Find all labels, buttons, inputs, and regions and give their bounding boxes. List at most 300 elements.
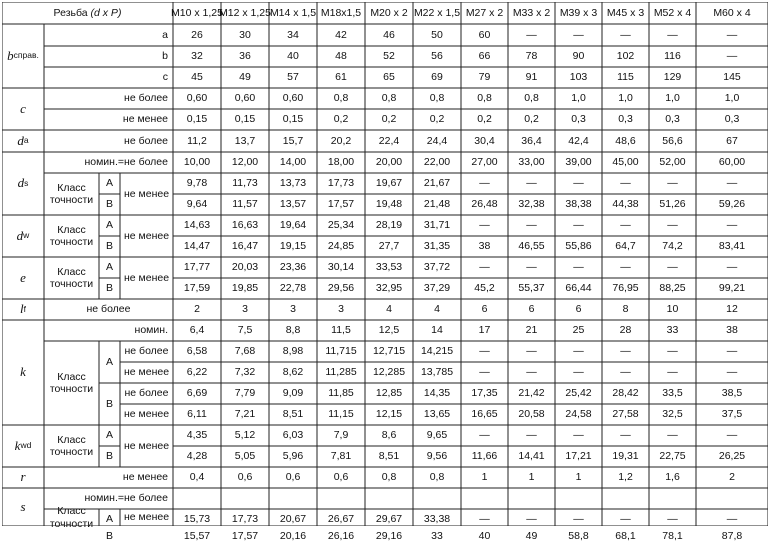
value-cell: 59,26: [718, 198, 746, 211]
value-cell: 83,41: [718, 240, 746, 253]
value-cell: 44,38: [612, 198, 639, 211]
value-cell: 0,60: [234, 92, 256, 105]
value-cell: 78,1: [662, 530, 683, 542]
value-cell: 67: [726, 134, 738, 147]
limit-max: не более: [124, 92, 168, 105]
limit-min: не менее: [123, 439, 170, 452]
symbol-r: [2, 467, 44, 488]
limit-min: не менее: [123, 187, 170, 200]
value-cell: 17,73: [231, 513, 259, 526]
value-cell: 20,2: [330, 134, 352, 147]
value-cell: 6,58: [186, 345, 208, 358]
value-cell: 26,67: [327, 513, 355, 526]
value-cell: 1,0: [618, 92, 633, 105]
value-cell: —: [573, 513, 584, 526]
thread-size-header: M52 x 4: [653, 6, 692, 19]
value-cell: 8,6: [381, 429, 397, 442]
symbol-k: [2, 320, 44, 425]
value-cell: 17,57: [231, 530, 259, 542]
value-cell: 25: [572, 324, 585, 337]
nominal-max: номин.=не более: [84, 492, 168, 505]
value-cell: 46,55: [518, 240, 545, 253]
value-cell: 45,00: [612, 156, 639, 169]
value-cell: 40: [287, 50, 299, 63]
value-cell: 6,22: [186, 366, 208, 379]
value-cell: 0,15: [282, 113, 304, 126]
value-cell: —: [667, 429, 678, 442]
value-cell: 0,2: [477, 113, 492, 126]
value-cell: 49: [239, 71, 251, 84]
symbol-superscript: d: [26, 440, 32, 451]
value-cell: 1: [575, 471, 582, 484]
value-cell: 31,71: [423, 219, 451, 232]
value-cell: 60,00: [718, 156, 746, 169]
value-cell: —: [620, 366, 631, 379]
value-cell: 52,00: [659, 156, 686, 169]
value-cell: 46: [383, 28, 395, 41]
value-cell: 8,51: [378, 450, 400, 463]
value-cell: 79: [478, 71, 491, 84]
value-cell: 33: [666, 324, 679, 337]
value-cell: 12,85: [375, 387, 403, 400]
value-cell: 45: [191, 71, 203, 84]
symbol-base: d: [17, 175, 25, 191]
thread-size-header: M33 x 2: [512, 6, 551, 19]
value-cell: —: [667, 366, 678, 379]
value-cell: 16,47: [231, 240, 259, 253]
value-cell: 0,8: [429, 471, 445, 484]
value-cell: 0,2: [429, 113, 445, 126]
symbol-subscript: f: [23, 303, 26, 314]
symbol-ds: [2, 152, 44, 215]
value-cell: 68,1: [615, 530, 636, 542]
symbol-s: [2, 488, 44, 526]
value-cell: 0,15: [186, 113, 208, 126]
value-cell: 1,0: [665, 92, 680, 105]
value-cell: —: [573, 177, 584, 190]
value-cell: 12,15: [375, 408, 403, 421]
value-cell: —: [726, 366, 738, 379]
value-cell: 74,2: [662, 240, 683, 253]
thread-size-header: M60 x 4: [713, 6, 751, 19]
accuracy-class: Класс точности: [49, 370, 94, 395]
grade-b: B: [105, 397, 113, 410]
value-cell: 37,72: [423, 261, 451, 274]
value-cell: 17,21: [565, 450, 592, 463]
value-cell: —: [667, 513, 678, 526]
value-cell: 116: [664, 50, 681, 63]
value-cell: 13,57: [279, 198, 307, 211]
value-cell: 8,98: [282, 345, 304, 358]
symbol-base: d: [17, 132, 24, 148]
value-cell: 1,2: [618, 471, 633, 484]
value-cell: 11,15: [328, 408, 354, 421]
accuracy-class: Класс точности: [49, 181, 94, 206]
value-cell: 5,05: [234, 450, 256, 463]
value-cell: —: [573, 219, 584, 232]
value-cell: —: [667, 219, 678, 232]
value-cell: —: [726, 261, 738, 274]
value-cell: 7,79: [234, 387, 256, 400]
value-cell: 49: [525, 530, 538, 542]
accuracy-class: Класс точности: [49, 265, 94, 290]
value-cell: 48: [335, 50, 347, 63]
value-cell: 58,8: [568, 530, 589, 542]
value-cell: 56,6: [662, 134, 683, 147]
value-cell: 27,7: [378, 240, 400, 253]
value-cell: 8: [622, 303, 629, 316]
value-cell: 9,64: [186, 198, 208, 211]
value-cell: 8,51: [282, 408, 304, 421]
value-cell: 145: [723, 71, 741, 84]
value-cell: 22,75: [659, 450, 686, 463]
grade-b: B: [105, 282, 113, 295]
value-cell: 38: [478, 240, 491, 253]
limit-max: не более: [86, 303, 131, 316]
value-cell: 38,38: [565, 198, 592, 211]
value-cell: 29,67: [375, 513, 403, 526]
value-cell: 0,6: [285, 471, 301, 484]
value-cell: 11,73: [232, 177, 258, 190]
value-cell: 7,5: [237, 324, 253, 337]
value-cell: 27,58: [612, 408, 639, 421]
limit-min: не менее: [123, 408, 170, 421]
value-cell: 0,3: [724, 113, 740, 126]
value-cell: —: [479, 429, 490, 442]
value-cell: —: [620, 261, 631, 274]
value-cell: 69: [431, 71, 443, 84]
symbol-kw: [2, 425, 44, 467]
value-cell: —: [573, 366, 584, 379]
value-cell: 0,4: [189, 471, 205, 484]
value-cell: 25,34: [327, 219, 355, 232]
symbol-base: s: [20, 498, 26, 514]
value-cell: 9,65: [426, 429, 448, 442]
value-cell: 4,35: [186, 429, 208, 442]
value-cell: —: [620, 219, 631, 232]
value-cell: 33,38: [423, 513, 451, 526]
value-cell: 37,29: [423, 282, 451, 295]
value-cell: 25,42: [565, 387, 592, 400]
value-cell: 1: [481, 471, 488, 484]
value-cell: 22,00: [423, 156, 451, 169]
value-cell: 24,85: [327, 240, 355, 253]
grade-a: A: [105, 513, 113, 526]
sub-label-b: b: [162, 50, 168, 63]
limit-min: не менее: [122, 113, 168, 126]
symbol-subscript: s: [24, 177, 29, 188]
value-cell: 16,63: [231, 219, 259, 232]
value-cell: —: [726, 177, 738, 190]
value-cell: 21,42: [518, 387, 545, 400]
value-cell: 88,25: [659, 282, 686, 295]
value-cell: 14,63: [183, 219, 211, 232]
value-cell: 11,57: [232, 198, 258, 211]
value-cell: 3: [338, 303, 344, 316]
value-cell: 20,03: [231, 261, 259, 274]
value-cell: 14,47: [183, 240, 211, 253]
value-cell: 29,56: [327, 282, 355, 295]
value-cell: 60: [478, 28, 491, 41]
thread-symbol: (d x P): [90, 6, 122, 19]
grade-a: A: [105, 261, 113, 274]
grade-a: A: [105, 219, 113, 232]
value-cell: 39,00: [565, 156, 592, 169]
value-cell: 28,19: [375, 219, 403, 232]
value-cell: 7,32: [234, 366, 256, 379]
value-cell: —: [726, 219, 738, 232]
value-cell: 26: [191, 28, 203, 41]
value-cell: 3: [290, 303, 296, 316]
value-cell: 57: [287, 71, 299, 84]
value-cell: —: [573, 345, 584, 358]
value-cell: —: [526, 513, 537, 526]
value-cell: 87,8: [721, 530, 743, 542]
value-cell: —: [573, 261, 584, 274]
value-cell: 38,5: [721, 387, 743, 400]
value-cell: —: [620, 28, 631, 41]
value-cell: 11,715: [325, 345, 357, 358]
value-cell: 51,26: [659, 198, 686, 211]
value-cell: —: [726, 28, 738, 41]
symbol-subscript: w: [20, 440, 27, 451]
symbol-base: e: [20, 269, 26, 285]
limit-min: не менее: [122, 471, 168, 484]
value-cell: 7,21: [234, 408, 256, 421]
value-cell: 19,67: [375, 177, 403, 190]
value-cell: 21,67: [423, 177, 451, 190]
value-cell: 12,715: [372, 345, 406, 358]
value-cell: 78: [525, 50, 538, 63]
value-cell: 2: [729, 471, 735, 484]
value-cell: 17,57: [327, 198, 355, 211]
value-cell: 1,0: [724, 92, 740, 105]
value-cell: —: [479, 513, 490, 526]
sub-label-c: c: [162, 71, 168, 84]
value-cell: 5,12: [234, 429, 256, 442]
value-cell: 65: [383, 71, 395, 84]
value-cell: 11,66: [471, 450, 498, 463]
value-cell: 32,38: [518, 198, 545, 211]
value-cell: —: [573, 429, 584, 442]
symbol-dw: [2, 215, 44, 257]
symbol-e: [2, 257, 44, 299]
value-cell: —: [620, 177, 631, 190]
value-cell: 0,8: [477, 92, 492, 105]
value-cell: 17,73: [327, 177, 355, 190]
value-cell: 29,16: [375, 530, 403, 542]
value-cell: 0,8: [333, 92, 349, 105]
grade-a: A: [105, 355, 113, 368]
value-cell: 6,4: [189, 324, 205, 337]
value-cell: 30,4: [474, 134, 495, 147]
value-cell: 4: [434, 303, 440, 316]
value-cell: 10: [666, 303, 679, 316]
value-cell: 13,785: [420, 366, 454, 379]
value-cell: 32,5: [662, 408, 683, 421]
value-cell: 20,58: [518, 408, 545, 421]
value-cell: 20,16: [279, 530, 307, 542]
value-cell: 91: [525, 71, 538, 84]
value-cell: 6,11: [187, 408, 207, 421]
value-cell: 30,14: [327, 261, 355, 274]
value-cell: 26,16: [327, 530, 355, 542]
value-cell: 0,2: [333, 113, 349, 126]
value-cell: 15,7: [282, 134, 304, 147]
value-cell: —: [479, 261, 490, 274]
value-cell: 11,85: [328, 387, 354, 400]
value-cell: 102: [616, 50, 635, 63]
accuracy-class: Класс точности: [49, 505, 94, 530]
value-cell: 34: [287, 28, 299, 41]
symbol-subscript: a: [23, 135, 29, 146]
value-cell: 45,2: [474, 282, 495, 295]
value-cell: 17,59: [183, 282, 211, 295]
value-cell: 64,7: [615, 240, 636, 253]
value-cell: 20,00: [375, 156, 403, 169]
thread-header: [2, 2, 173, 24]
value-cell: —: [526, 366, 537, 379]
value-cell: 42,4: [568, 134, 589, 147]
value-cell: 33,00: [518, 156, 545, 169]
value-cell: 32: [191, 50, 203, 63]
value-cell: 28,42: [612, 387, 639, 400]
value-cell: 11,285: [325, 366, 357, 379]
value-cell: 11,2: [187, 134, 207, 147]
value-cell: 21,48: [423, 198, 451, 211]
limit-min: не менее: [123, 229, 170, 242]
symbol-b_sprav: [2, 24, 44, 88]
value-cell: 14,00: [279, 156, 307, 169]
value-cell: 0,8: [524, 92, 539, 105]
limit-max: не более: [124, 345, 169, 358]
value-cell: —: [620, 345, 631, 358]
value-cell: 0,3: [665, 113, 680, 126]
value-cell: —: [526, 261, 537, 274]
value-cell: 0,15: [234, 113, 256, 126]
value-cell: 115: [617, 71, 634, 84]
value-cell: 10,00: [183, 156, 211, 169]
value-cell: 0,6: [237, 471, 253, 484]
value-cell: 76,95: [612, 282, 639, 295]
value-cell: 13,7: [234, 134, 256, 147]
value-cell: 6,03: [282, 429, 304, 442]
value-cell: —: [620, 429, 631, 442]
value-cell: —: [726, 513, 738, 526]
value-cell: 6,69: [186, 387, 208, 400]
grade-a: A: [105, 429, 113, 442]
value-cell: 0,8: [381, 92, 397, 105]
value-cell: —: [479, 366, 490, 379]
value-cell: 23,36: [279, 261, 307, 274]
value-cell: 1: [528, 471, 535, 484]
value-cell: —: [526, 28, 537, 41]
value-cell: 33,53: [375, 261, 403, 274]
thread-size-header: M22 x 1,5: [413, 6, 461, 19]
grade-b: B: [105, 240, 113, 253]
value-cell: 55,86: [565, 240, 592, 253]
value-cell: 38: [726, 324, 738, 337]
value-cell: 48,6: [615, 134, 636, 147]
value-cell: 21: [525, 324, 538, 337]
value-cell: 14,41: [518, 450, 545, 463]
value-cell: 19,48: [375, 198, 403, 211]
grade-b: B: [105, 530, 113, 542]
value-cell: 61: [335, 71, 347, 84]
value-cell: 0,2: [524, 113, 539, 126]
value-cell: 1,0: [571, 92, 586, 105]
value-cell: 24,4: [426, 134, 448, 147]
value-cell: 8,62: [282, 366, 304, 379]
value-cell: 4,28: [186, 450, 208, 463]
symbol-base: b: [7, 47, 14, 63]
value-cell: 42: [335, 28, 347, 41]
value-cell: 55,37: [518, 282, 545, 295]
value-cell: —: [479, 219, 490, 232]
symbol-subscript: справ.: [13, 50, 39, 61]
value-cell: 22,4: [378, 134, 400, 147]
value-cell: 32,95: [375, 282, 403, 295]
thread-size-header: M20 x 2: [370, 6, 408, 19]
value-cell: 66,44: [565, 282, 592, 295]
symbol-da: [2, 130, 44, 152]
value-cell: 15,73: [183, 513, 211, 526]
value-cell: 20,67: [279, 513, 307, 526]
value-cell: 6: [528, 303, 535, 316]
value-cell: 36,4: [521, 134, 542, 147]
value-cell: 9,78: [186, 177, 208, 190]
accuracy-class: Класс точности: [49, 433, 94, 458]
value-cell: 33: [431, 530, 443, 542]
value-cell: 50: [431, 28, 443, 41]
value-cell: 11,5: [331, 324, 351, 337]
value-cell: 26,25: [718, 450, 746, 463]
symbol-base: l: [20, 301, 24, 317]
value-cell: 40: [478, 530, 491, 542]
value-cell: 17,35: [471, 387, 498, 400]
value-cell: 7,81: [330, 450, 352, 463]
value-cell: 1,6: [665, 471, 680, 484]
limit-max: не более: [124, 134, 168, 147]
value-cell: 129: [663, 71, 682, 84]
value-cell: 8,8: [285, 324, 301, 337]
nominal-max: номин.=не более: [84, 156, 168, 169]
value-cell: 18,00: [327, 156, 355, 169]
thread-size-header: M39 x 3: [559, 6, 598, 19]
value-cell: 28: [619, 324, 632, 337]
limit-min: не менее: [123, 271, 170, 284]
value-cell: 19,31: [612, 450, 639, 463]
limit-min: не менее: [123, 511, 170, 524]
value-cell: 19,15: [279, 240, 307, 253]
value-cell: —: [573, 28, 584, 41]
value-cell: 3: [242, 303, 248, 316]
accuracy-class: Класс точности: [49, 223, 94, 248]
symbol-base: d: [16, 227, 24, 243]
value-cell: 0,60: [186, 92, 208, 105]
value-cell: 16,65: [471, 408, 498, 421]
thread-size-header: M27 x 2: [465, 6, 504, 19]
value-cell: 7,9: [333, 429, 349, 442]
value-cell: 0,2: [381, 113, 397, 126]
value-cell: 13,73: [279, 177, 307, 190]
value-cell: —: [667, 28, 678, 41]
value-cell: 9,56: [426, 450, 448, 463]
value-cell: 0,8: [429, 92, 445, 105]
value-cell: 5,96: [282, 450, 304, 463]
value-cell: 19,85: [231, 282, 259, 295]
value-cell: 22,78: [279, 282, 307, 295]
